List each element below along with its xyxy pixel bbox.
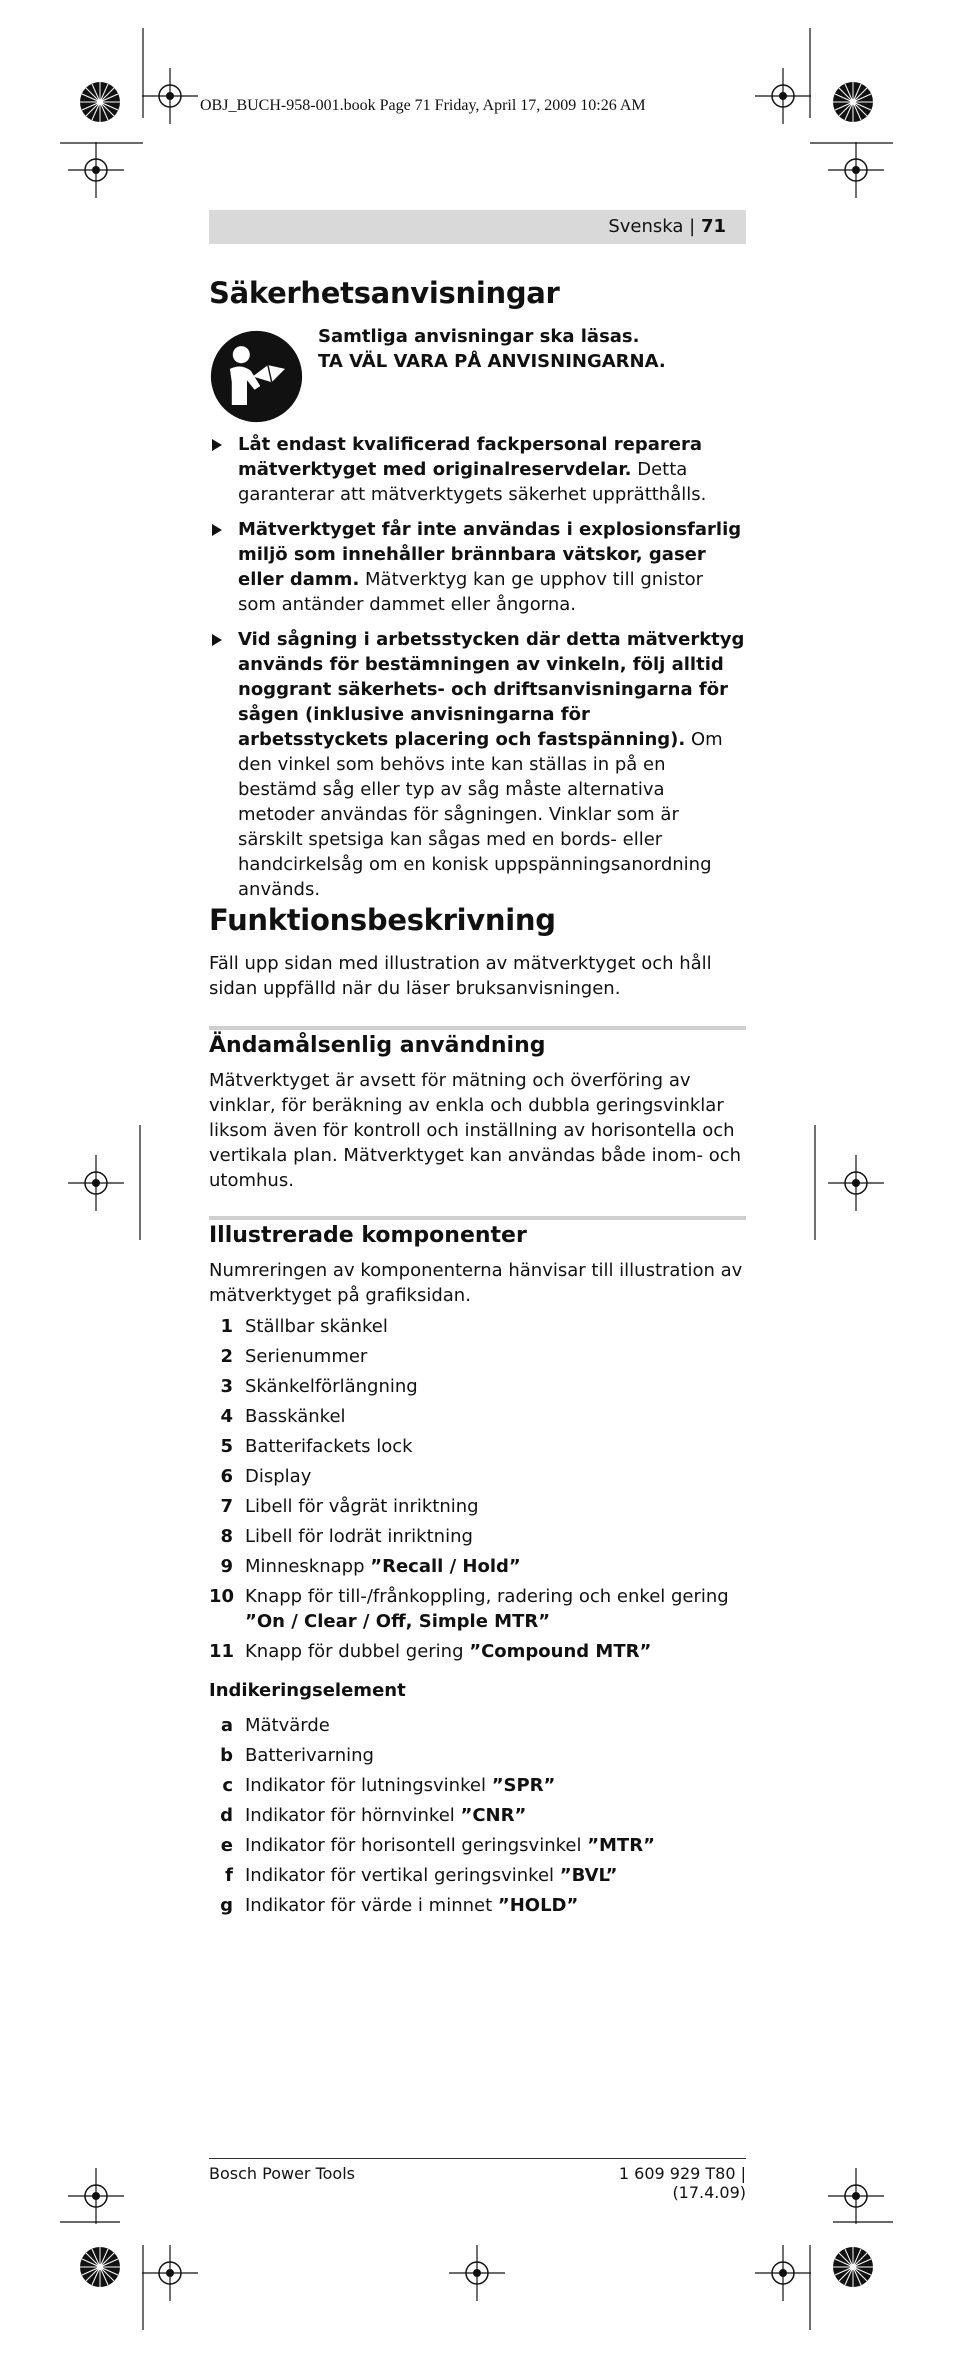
section-divider <box>209 1026 746 1030</box>
list-item <box>209 517 746 617</box>
bullet-triangle-icon <box>212 439 222 451</box>
components-title: Illustrerade komponenter <box>209 1223 527 1248</box>
intended-use-text: Mätverktyget är avsett för mätning och överföring av vinklar, för beräkning av enkla och dubbla geringsvinklar liksom även för kontroll och inställning av horisontella och vertikala plan. Mätverktyget kan användas både inom- och utomhus. <box>209 1070 742 1191</box>
list-item: f Indikator för vertikal geringsvinkel ”BVL” <box>225 1865 618 1886</box>
safety-notice <box>318 324 738 374</box>
print-header: OBJ_BUCH-958-001.book Page 71 Friday, April 17, 2009 10:26 AM <box>200 97 646 114</box>
footer-doc-number: 1 609 929 T80 | (17.4.09) <box>618 2164 746 2202</box>
list-item: g Indikator för värde i minnet ”HOLD” <box>220 1895 579 1916</box>
indicators-title: Indikeringselement <box>209 1680 406 1701</box>
indicators-list <box>209 1713 746 1923</box>
list-item: 7 Libell för vågrät inriktning <box>220 1496 479 1517</box>
page-number: 71 <box>700 216 726 237</box>
list-item: 4 Basskänkel <box>220 1406 346 1427</box>
bullet-triangle-icon <box>212 524 222 536</box>
intended-use-title: Ändamålsenlig användning <box>209 1033 546 1058</box>
list-item: 8 Libell för lodrät inriktning <box>220 1526 473 1547</box>
bullet-triangle-icon <box>212 634 222 646</box>
bullet-text: Om den vinkel som behövs inte kan ställas in på en bestämd såg eller typ av såg måste alternativa metoder användas för sågningen. Vinklar som är särskilt spetsiga kan sågas med en bords- eller handcirkelsåg om en konisk uppspänningsanordning används. <box>238 729 723 900</box>
list-item: c Indikator för lutningsvinkel ”SPR” <box>222 1775 556 1796</box>
footer-brand: Bosch Power Tools <box>209 2164 355 2183</box>
list-item: 5 Batterifackets lock <box>220 1436 413 1457</box>
safety-bullet-list <box>209 432 746 912</box>
list-item <box>209 627 746 902</box>
footer-rule <box>209 2158 746 2159</box>
list-item: e Indikator för horisontell geringsvinkel ”MTR” <box>220 1835 655 1856</box>
language-page-bar <box>209 210 746 244</box>
list-item: 11 Knapp för dubbel gering ”Compound MTR” <box>209 1641 652 1662</box>
safety-title: Säkerhetsanvisningar <box>209 276 560 310</box>
function-title: Funktionsbeskrivning <box>209 903 556 937</box>
separator: | <box>689 216 696 237</box>
list-item: 1 Ställbar skänkel <box>220 1316 388 1337</box>
bullet-bold: Vid sågning i arbetsstycken där detta mätverktyg används för bestämningen av vinkeln, följ alltid noggrant säkerhets- och driftsanvisningarna för sågen (inklusive anvisningarna för arbetsstyckets placering och fastspänning). <box>238 629 745 750</box>
list-item <box>209 432 746 507</box>
list-item: b Batterivarning <box>220 1745 374 1766</box>
language-label: Svenska <box>608 216 684 237</box>
list-item: a Mätvärde <box>220 1715 330 1736</box>
list-item: 6 Display <box>220 1466 312 1487</box>
bullet-text: Mätverktyg kan ge upphov till gnistor som antänder dammet eller ångorna. <box>238 569 704 615</box>
section-divider <box>209 1216 746 1220</box>
components-list <box>209 1314 746 1669</box>
list-item: 3 Skänkelförlängning <box>220 1376 418 1397</box>
components-intro: Numreringen av komponenterna hänvisar till illustration av mätverktyget på grafiksidan. <box>209 1260 743 1306</box>
list-item: 10 Knapp för till-/frånkoppling, radering och enkel gering ”On / Clear / Off, Simple MTR” <box>209 1586 729 1632</box>
list-item: d Indikator för hörnvinkel ”CNR” <box>220 1805 527 1826</box>
list-item: 9 Minnesknapp ”Recall / Hold” <box>220 1556 521 1577</box>
notice-line-2: TA VÄL VARA PÅ ANVISNINGARNA. <box>318 351 666 372</box>
bullet-text: Detta garanterar att mätverktygets säkerhet upprätthålls. <box>238 459 707 505</box>
function-intro: Fäll upp sidan med illustration av mätverktyget och håll sidan uppfälld när du läser bruksanvisningen. <box>209 953 712 999</box>
notice-line-1: Samtliga anvisningar ska läsas. <box>318 326 640 347</box>
list-item: 2 Serienummer <box>220 1346 368 1367</box>
read-manual-icon <box>209 329 304 424</box>
bullet-bold: Låt endast kvalificerad fackpersonal reparera mätverktyget med originalreservdelar. <box>238 434 703 480</box>
bullet-bold: Mätverktyget får inte användas i explosionsfarlig miljö som innehåller brännbara vätskor, gaser eller damm. <box>238 519 742 590</box>
